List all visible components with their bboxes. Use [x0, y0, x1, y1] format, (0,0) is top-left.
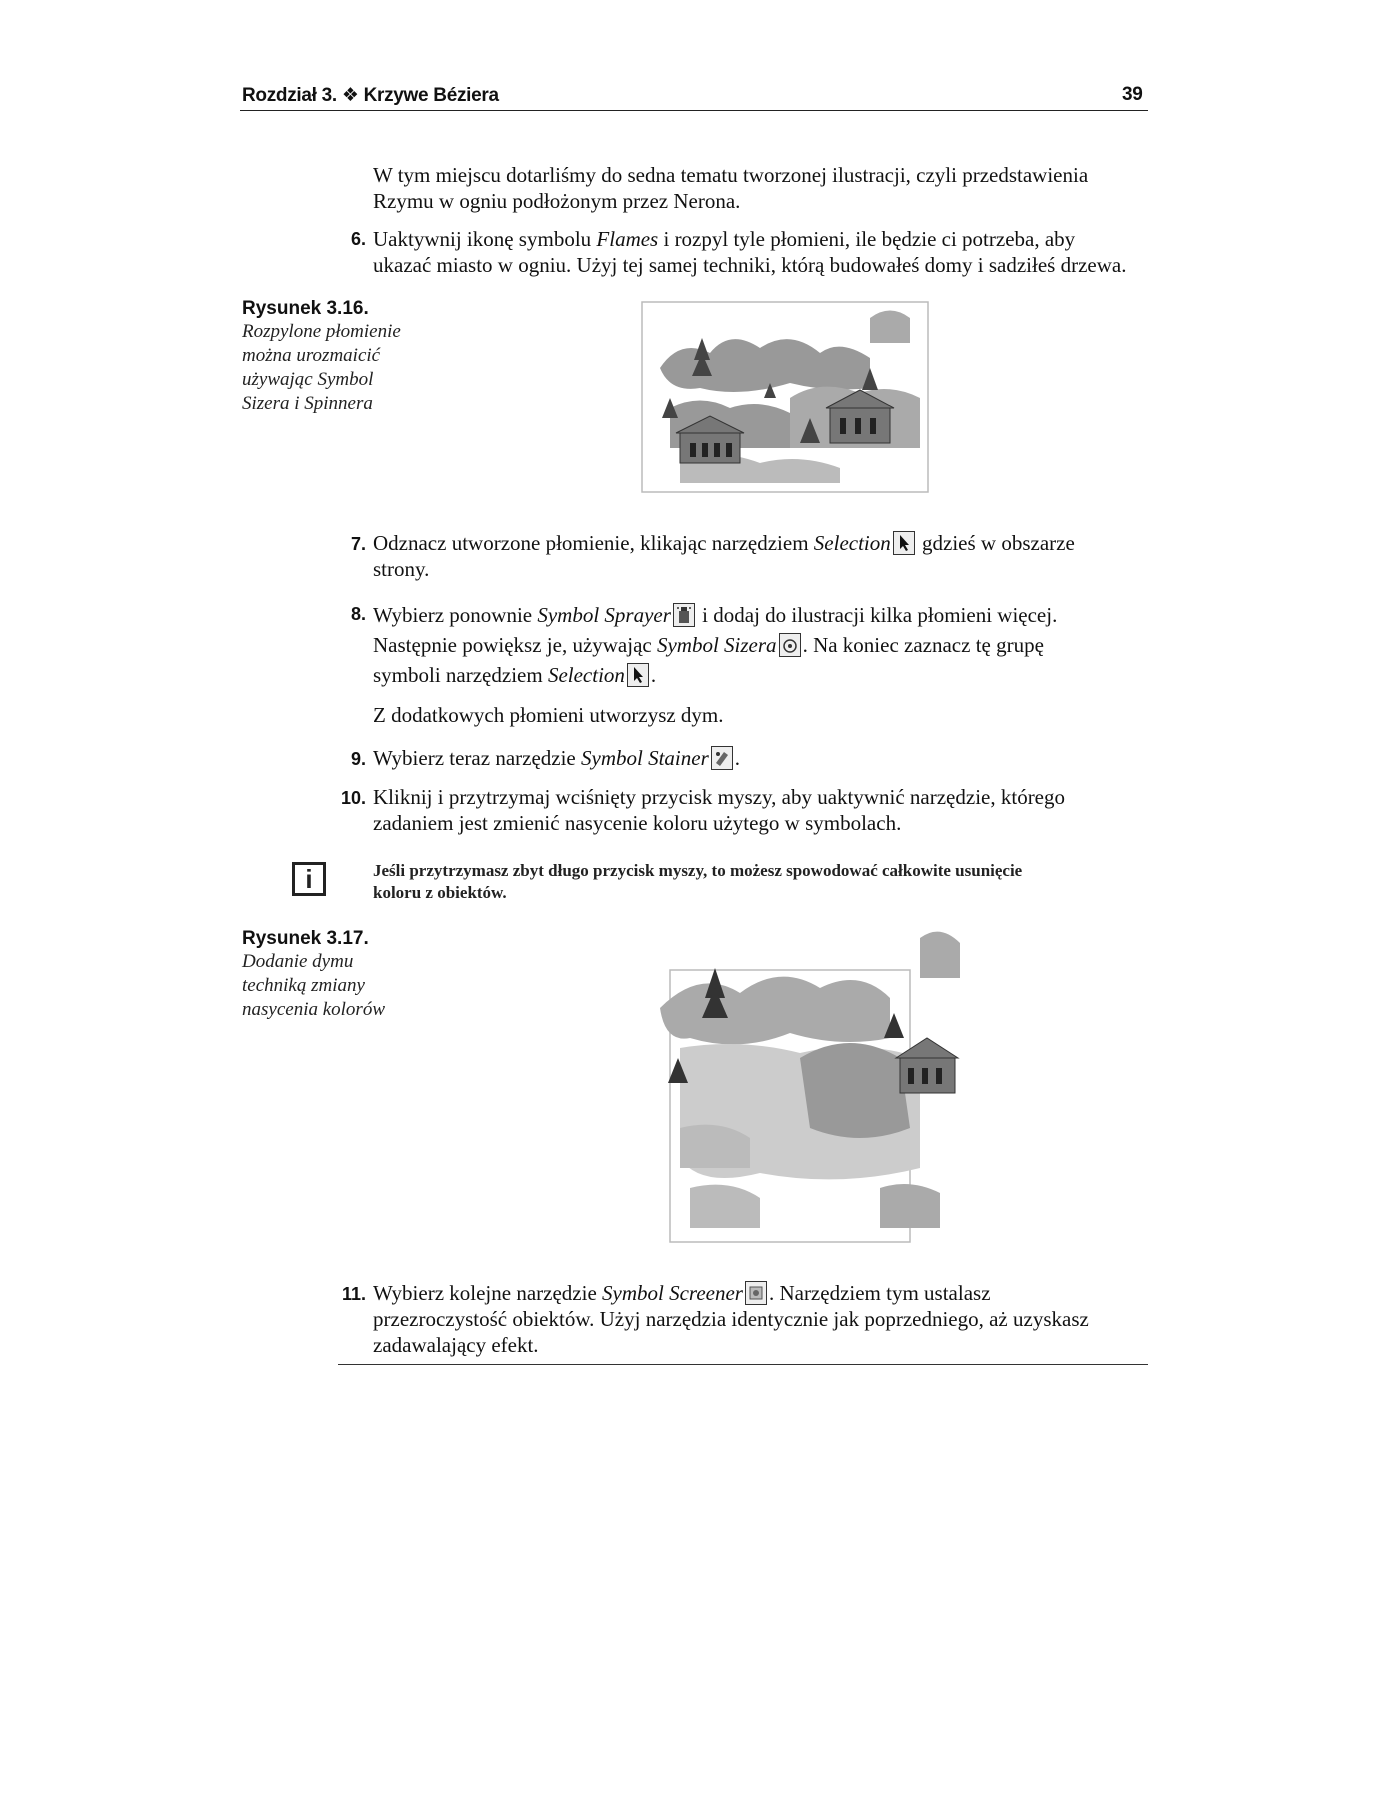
arrow-cursor-icon — [627, 663, 649, 687]
symbol-stainer-icon — [711, 746, 733, 770]
step-number: 11. — [341, 1284, 366, 1304]
info-icon: i — [292, 862, 326, 896]
intro-paragraph — [373, 162, 1088, 214]
intro-line: W tym miejscu dotarliśmy do sedna tematu tworzonej ilustracji, czyli przedstawienia — [373, 163, 1089, 187]
figure-label: Rysunek 3.16. — [242, 298, 369, 319]
step-8-extra: Z dodatkowych płomieni utworzysz dym. — [373, 703, 724, 727]
note-text: Jeśli przytrzymasz zbyt długo przycisk myszy, to możesz spowodować całkowite usunięcie koloru z obiektów. — [373, 861, 1023, 902]
figure-3-16-image — [640, 298, 932, 498]
step-11-text: Wybierz kolejne narzędzie Symbol Screener . Narzędziem tym ustalasz przezroczystość obiektów. Użyj narzędzia identycznie jak poprzedniego, aż uzyskasz zadawalający efekt. — [373, 1281, 1089, 1357]
figure-label: Rysunek 3.17. — [242, 928, 369, 949]
symbol-sizer-icon — [779, 633, 801, 657]
chapter-title: Rozdział 3. ❖ Krzywe Béziera — [242, 85, 499, 106]
step-10-text: Kliknij i przytrzymaj wciśnięty przycisk myszy, aby uaktywnić narzędzie, którego zadaniem jest zmienić nasycenie koloru użytego w symbolach. — [373, 785, 1066, 835]
symbol-screener-icon — [745, 1281, 767, 1305]
step-8-text: Wybierz ponownie Symbol Sprayer i dodaj do ilustracji kilka płomieni więcej. Następnie powiększ je, używając Symbol Sizera . Na koniec zaznacz tę grupę symboli narzędziem Selection . — [373, 603, 1058, 687]
intro-line: Rzymu w ogniu podłożonym przez Nerona. — [373, 189, 741, 213]
step-7-text: Odznacz utworzone płomienie, klikając narzędziem Selection gdzieś w obszarze strony. — [373, 531, 1075, 581]
figure-3-16-caption: Rysunek 3.16. Rozpylone płomienie można urozmaicić używając Symbol Sizera i Spinnera — [242, 298, 401, 414]
step-number: 8. — [350, 604, 366, 624]
arrow-cursor-icon — [893, 531, 915, 555]
step-6-text: Uaktywnij ikonę symbolu Flames i rozpyl tyle płomieni, ile będzie ci potrzeba, aby ukazać miasto w ogniu. Użyj tej samej techniki, którą budowałeś domy i sadziłeś drzewa. — [373, 227, 1127, 277]
bottom-rule — [338, 1364, 1148, 1365]
figure-3-17-image — [640, 928, 980, 1248]
figure-3-17-caption: Rysunek 3.17. Dodanie dymu techniką zmiany nasycenia kolorów — [242, 928, 386, 1020]
step-number: 6. — [350, 229, 366, 249]
step-number: 10. — [340, 788, 366, 808]
step-number: 7. — [350, 534, 366, 554]
symbol-sprayer-icon — [673, 603, 695, 627]
header-rule — [240, 110, 1148, 111]
page-number: 39 — [1122, 84, 1143, 105]
step-number: 9. — [350, 749, 366, 769]
step-9-text: Wybierz teraz narzędzie Symbol Stainer . — [373, 746, 740, 770]
